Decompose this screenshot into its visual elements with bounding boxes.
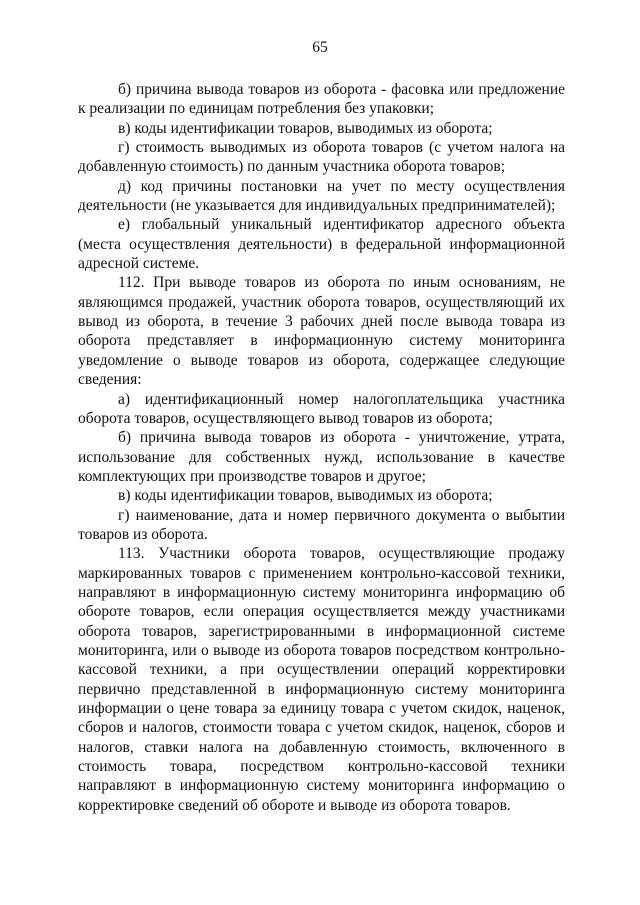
paragraph-item-b-reason-destruction: б) причина вывода товаров из оборота - уничтожение, утрата, использование для собственных нужд, использование в качестве комплектующих при производстве товаров и другое; [78, 429, 565, 485]
document-body [78, 80, 565, 815]
paragraph-item-e-global-address-identifier: е) глобальный уникальный идентификатор адресного объекта (места осуществления деятельности) в федеральной информационной адресной системе. [78, 216, 565, 273]
paragraph-item-g-cost-with-vat: г) стоимость выводимых из оборота товаров (с учетом налога на добавленную стоимость) по данным участника оборота товаров; [78, 139, 565, 176]
paragraph-clause-112: 112. При выводе товаров из оборота по иным основаниям, не являющимся продажей, участник оборота товаров, осуществляющий их вывод из оборота, в течение 3 рабочих дней после вывода товара из оборота представляет в информационную систему мониторинга уведомление о выводе товаров из оборота, содержащее следующие сведения: [78, 274, 565, 389]
paragraph-item-a-taxpayer-number: а) идентификационный номер налогоплательщика участника оборота товаров, осуществляющего вывод товаров из оборота; [78, 390, 565, 427]
paragraph-clause-113: 113. Участники оборота товаров, осуществляющие продажу маркированных товаров с применением контрольно-кассовой техники, направляют в информационную систему мониторинга информацию об обороте товаров, если операция осуществляется между участниками оборота товаров, зарегистрированными в информационной системе мониторинга, или о выводе из оборота товаров посредством контрольно-кассовой техники, а при осуществлении операций корректировки первично представленной в информационную систему мониторинга информации о цене товара за единицу товара с учетом скидок, наценок, сборов и налогов, стоимости товара с учетом скидок, наценок, сборов и налогов, ставки налога на добавленную стоимость, включенного в стоимость товара, посредством контрольно-кассовой техники направляют в информационную систему мониторинга информацию о корректировке сведений об обороте и выводе из оборота товаров. [78, 545, 565, 814]
paragraph-item-d-registration-reason-code: д) код причины постановки на учет по месту осуществления деятельности (не указывается для индивидуальных предпринимателей); [78, 177, 565, 215]
paragraph-item-v-identification-codes-2: в) коды идентификации товаров, выводимых из оборота; [118, 487, 493, 505]
paragraph-item-v-identification-codes: в) коды идентификации товаров, выводимых из оборота; [118, 119, 493, 137]
paragraph-item-g-primary-document: г) наименование, дата и номер первичного документа о выбытии товаров из оборота. [78, 506, 565, 543]
page-number: 65 [312, 39, 328, 56]
paragraph-item-b-reason-packaging: б) причина вывода товаров из оборота - фасовка или предложение к реализации по единицам потребления без упаковки; [78, 81, 565, 118]
